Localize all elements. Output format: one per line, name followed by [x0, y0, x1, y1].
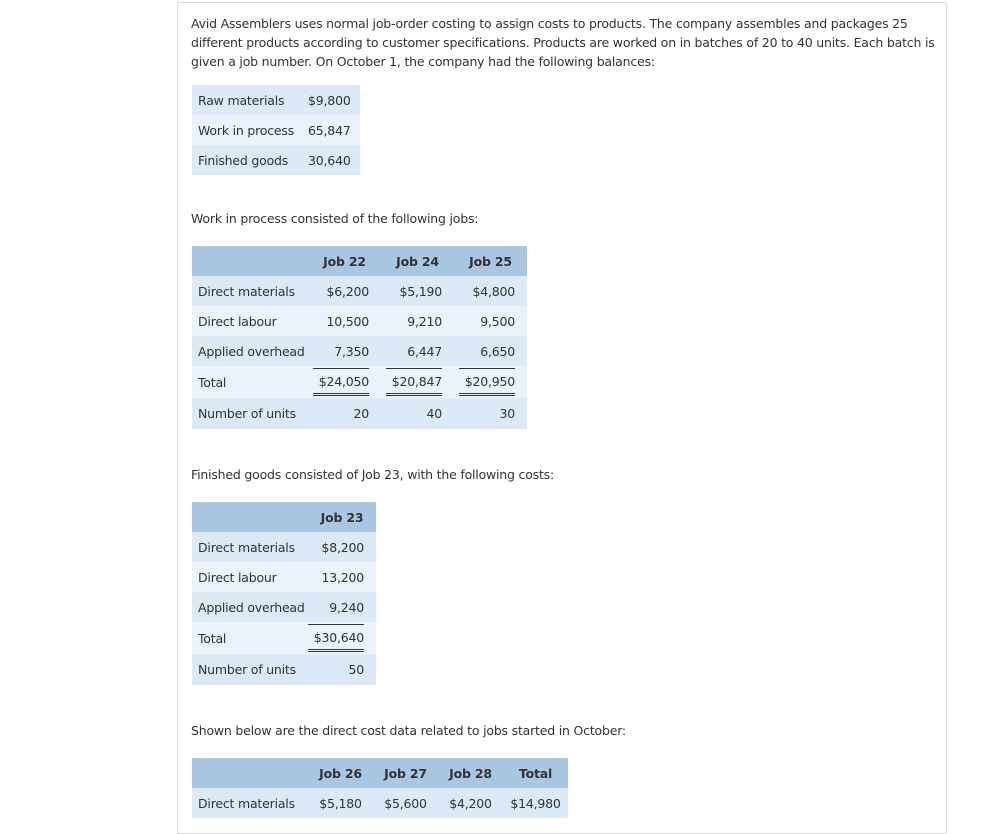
- total-cell: [381, 366, 454, 398]
- row-label: Applied overhead: [192, 592, 308, 622]
- total-cell: [308, 622, 376, 654]
- table-row: [192, 592, 376, 622]
- row-label: Total: [192, 366, 308, 398]
- balances-table: [192, 85, 360, 175]
- total-value: $30,640: [308, 624, 364, 652]
- cell-value: $4,800: [454, 276, 527, 306]
- oct-sentence: Shown below are the direct cost data related to jobs started in October:: [191, 723, 626, 738]
- cell-value: $8,200: [308, 532, 376, 562]
- column-header: Total: [503, 758, 568, 788]
- column-header: Job 23: [308, 502, 376, 532]
- units-row: [192, 398, 527, 429]
- cell-value: $5,180: [308, 788, 373, 818]
- header-blank: [192, 502, 308, 532]
- cell-value: $5,190: [381, 276, 454, 306]
- row-label: Applied overhead: [192, 336, 308, 366]
- table-row: [192, 336, 527, 366]
- total-value: $24,050: [313, 368, 369, 396]
- table-row: [192, 85, 360, 115]
- cell-value: $14,980: [503, 788, 568, 818]
- intro-paragraph: Avid Assemblers uses normal job-order costing to assign costs to products. The company assembles and packages 25 different products according to customer specifications. Products are worked on in batches of 20 to 40 units. Each batch is given a job number. On October 1, the company had the following balances:: [191, 16, 935, 69]
- table-header-row: [192, 246, 527, 276]
- balance-label: Work in process: [192, 115, 300, 145]
- total-cell: [308, 366, 381, 398]
- cell-value: 7,350: [308, 336, 381, 366]
- total-cell: [454, 366, 527, 398]
- october-jobs-table: [192, 758, 568, 818]
- header-blank: [192, 758, 308, 788]
- balance-value: 30,640: [300, 145, 360, 175]
- row-label: Direct materials: [192, 276, 308, 306]
- cell-value: $6,200: [308, 276, 381, 306]
- row-label: Direct labour: [192, 562, 308, 592]
- balance-value: 65,847: [300, 115, 360, 145]
- column-header: Job 28: [438, 758, 503, 788]
- cell-value: 9,240: [308, 592, 376, 622]
- row-label: Direct materials: [192, 532, 308, 562]
- total-value: $20,847: [386, 368, 442, 396]
- cell-value: 40: [381, 398, 454, 429]
- cell-value: 9,210: [381, 306, 454, 336]
- table-row: [192, 145, 360, 175]
- cell-value: 13,200: [308, 562, 376, 592]
- cell-value: 6,447: [381, 336, 454, 366]
- table-header-row: [192, 758, 568, 788]
- table-row: [192, 115, 360, 145]
- balance-label: Raw materials: [192, 85, 300, 115]
- cell-value: 20: [308, 398, 381, 429]
- table-row: [192, 306, 527, 336]
- column-header: Job 24: [381, 246, 454, 276]
- total-row: [192, 622, 376, 654]
- column-header: Job 27: [373, 758, 438, 788]
- row-label: Total: [192, 622, 308, 654]
- row-label: Direct labour: [192, 306, 308, 336]
- cell-value: 30: [454, 398, 527, 429]
- column-header: Job 22: [308, 246, 381, 276]
- row-label: Number of units: [192, 398, 308, 429]
- header-blank: [192, 246, 308, 276]
- wip-sentence: Work in process consisted of the following jobs:: [191, 211, 479, 226]
- table-header-row: [192, 502, 376, 532]
- cell-value: 50: [308, 654, 376, 685]
- row-label: Number of units: [192, 654, 308, 685]
- cell-value: 10,500: [308, 306, 381, 336]
- cell-value: $4,200: [438, 788, 503, 818]
- table-row: [192, 562, 376, 592]
- column-header: Job 26: [308, 758, 373, 788]
- row-label: Direct materials: [192, 788, 308, 818]
- table-row: [192, 788, 568, 818]
- wip-jobs-table: [192, 246, 527, 429]
- column-header: Job 25: [454, 246, 527, 276]
- cell-value: 9,500: [454, 306, 527, 336]
- cell-value: $5,600: [373, 788, 438, 818]
- table-row: [192, 276, 527, 306]
- total-value: $20,950: [459, 368, 515, 396]
- units-row: [192, 654, 376, 685]
- table-row: [192, 532, 376, 562]
- finished-goods-table: [192, 502, 376, 685]
- total-row: [192, 366, 527, 398]
- cell-value: 6,650: [454, 336, 527, 366]
- balance-value: $9,800: [300, 85, 360, 115]
- balance-label: Finished goods: [192, 145, 300, 175]
- fg-sentence: Finished goods consisted of Job 23, with the following costs:: [191, 467, 554, 482]
